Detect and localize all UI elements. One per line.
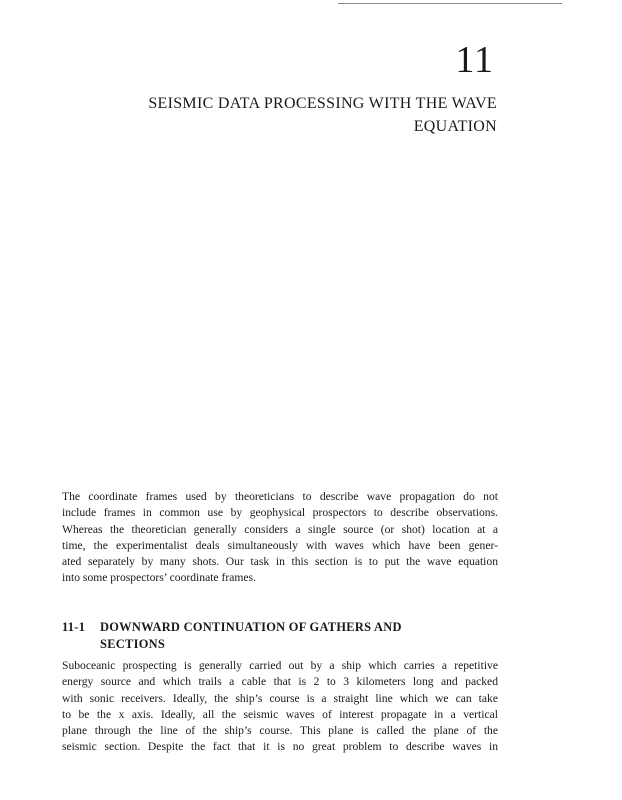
- section-heading: [62, 619, 498, 652]
- text-line: with sonic receivers. Ideally, the ship’s course is a straight line which we can take: [62, 691, 498, 705]
- text-line: time, the experimentalist deals simultaneously with waves which have been gener-: [62, 538, 498, 552]
- section-number: 11-1: [62, 620, 86, 634]
- intro-paragraph: [62, 489, 498, 587]
- text-line: include frames in common use by geophysical prospectors to describe observations.: [62, 506, 498, 520]
- chapter-number: 11: [455, 39, 494, 81]
- text-line: ated separately by many shots. Our task in this section is to put the wave equation: [62, 555, 498, 569]
- text-line: Whereas the theoretician generally considers a single source (or shot) location at a: [62, 522, 498, 536]
- text-line: plane through the line of the ship’s course. This plane is called the plane of the: [62, 724, 498, 738]
- text-line: Suboceanic prospecting is generally carried out by a ship which carries a repetitive: [62, 659, 498, 672]
- text-line: to be the x axis. Ideally, all the seismic waves of interest propagate in a vertical: [62, 707, 498, 721]
- text-line: energy source and which trails a cable that is 2 to 3 kilometers long and packed: [62, 675, 498, 689]
- section-title-line-1: DOWNWARD CONTINUATION OF GATHERS AND: [100, 620, 402, 634]
- section-title-line-2: SECTIONS: [100, 636, 166, 651]
- text-line: into some prospectors’ coordinate frames.: [62, 571, 256, 585]
- body-paragraph: [62, 658, 498, 756]
- chapter-title: [60, 92, 497, 138]
- header-rule: [338, 3, 562, 4]
- chapter-title-line-1: SEISMIC DATA PROCESSING WITH THE WAVE: [148, 95, 497, 112]
- text-line: seismic section. Despite the fact that it is no great problem to describe waves in: [62, 740, 498, 754]
- text-line: The coordinate frames used by theoreticians to describe wave propagation do not: [62, 490, 498, 503]
- chapter-title-line-2: EQUATION: [413, 118, 497, 135]
